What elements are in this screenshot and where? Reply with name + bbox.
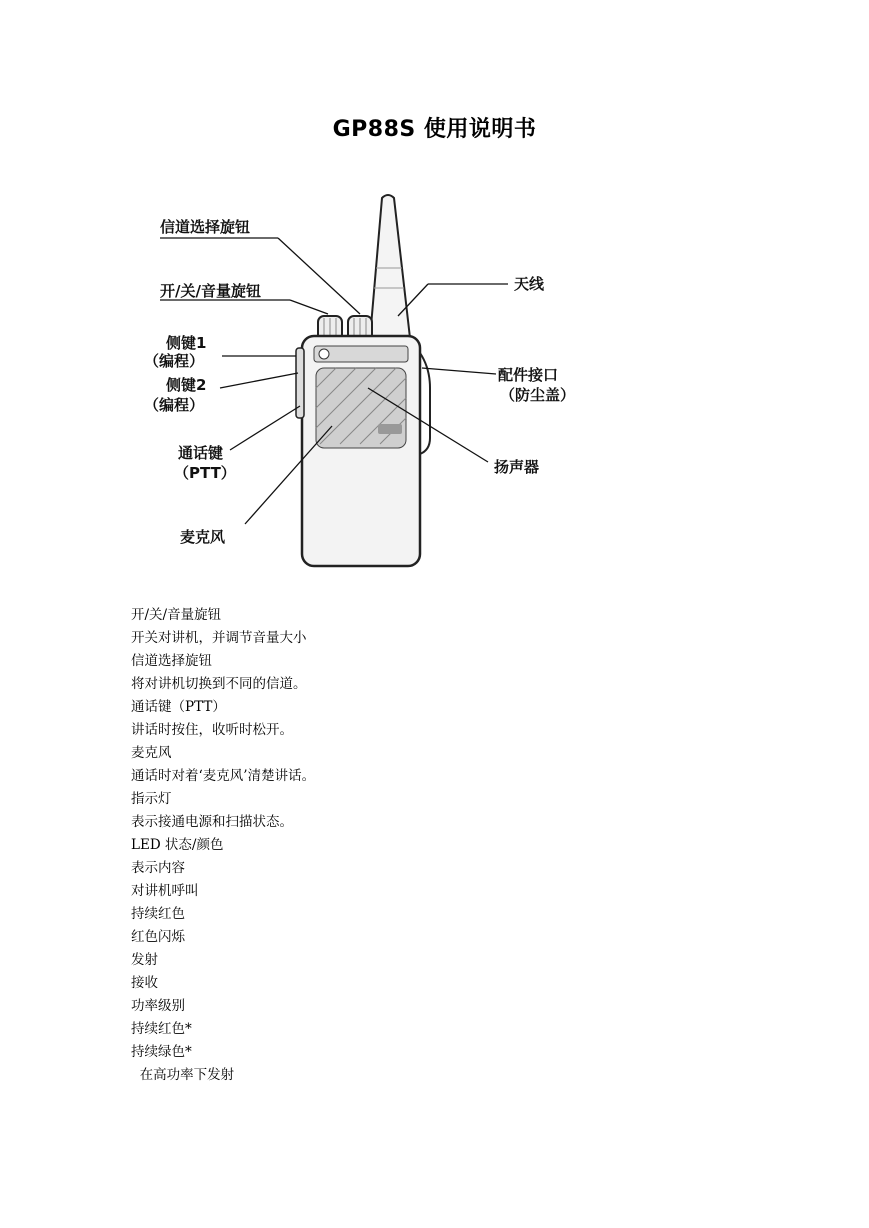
text-line: 表示接通电源和扫描状态。 [131, 814, 293, 830]
text-line: 麦克风 [131, 745, 172, 761]
label-power-volume-knob: 开/关/音量旋钮 [160, 282, 261, 300]
label-accessory-sub: （防尘盖） [500, 386, 576, 404]
radio-diagram [130, 188, 590, 568]
label-speaker: 扬声器 [494, 458, 540, 476]
text-line: 持续绿色* [131, 1044, 192, 1060]
text-line: 在高功率下发射 [131, 1067, 235, 1083]
text-line: 将对讲机切换到不同的信道。 [131, 676, 307, 692]
text-line: 红色闪烁 [131, 929, 185, 945]
label-side-key1: 侧键1 [166, 334, 207, 352]
label-channel-knob: 信道选择旋钮 [160, 218, 251, 236]
text-line: 持续红色 [131, 906, 185, 922]
text-line: 开关对讲机，并调节音量大小 [131, 630, 307, 646]
label-ptt: 通话键 [178, 444, 224, 462]
text-line: 接收 [131, 975, 158, 991]
text-line: 指示灯 [131, 791, 172, 807]
radio-diagram-svg [130, 188, 590, 568]
text-line: 对讲机呼叫 [131, 883, 199, 899]
label-mic: 麦克风 [180, 528, 226, 546]
label-accessory: 配件接口 [498, 366, 559, 384]
label-ptt-sub: （PTT） [174, 464, 236, 482]
label-side-key2: 侧键2 [166, 376, 207, 394]
text-line: 发射 [131, 952, 158, 968]
text-line: 通话键（PTT） [131, 699, 226, 715]
text-line: 信道选择旋钮 [131, 653, 212, 669]
page-title: GP88S 使用说明书 [332, 117, 537, 142]
text-line: LED 状态/颜色 [131, 837, 224, 853]
label-antenna: 天线 [514, 275, 545, 293]
text-line: 通话时对着‘麦克风’清楚讲话。 [131, 768, 316, 784]
content-lines [131, 604, 831, 1087]
text-line: 开/关/音量旋钮 [131, 607, 222, 623]
text-line: 表示内容 [131, 860, 185, 876]
text-line: 讲话时按住，收听时松开。 [131, 722, 293, 738]
text-line: 持续红色* [131, 1021, 192, 1037]
label-side-key2-sub: （编程） [144, 396, 205, 414]
text-line: 功率级别 [131, 998, 185, 1014]
label-side-key1-sub: （编程） [144, 352, 205, 370]
antenna-shape [370, 195, 410, 338]
speaker-grille-shape [316, 368, 406, 448]
